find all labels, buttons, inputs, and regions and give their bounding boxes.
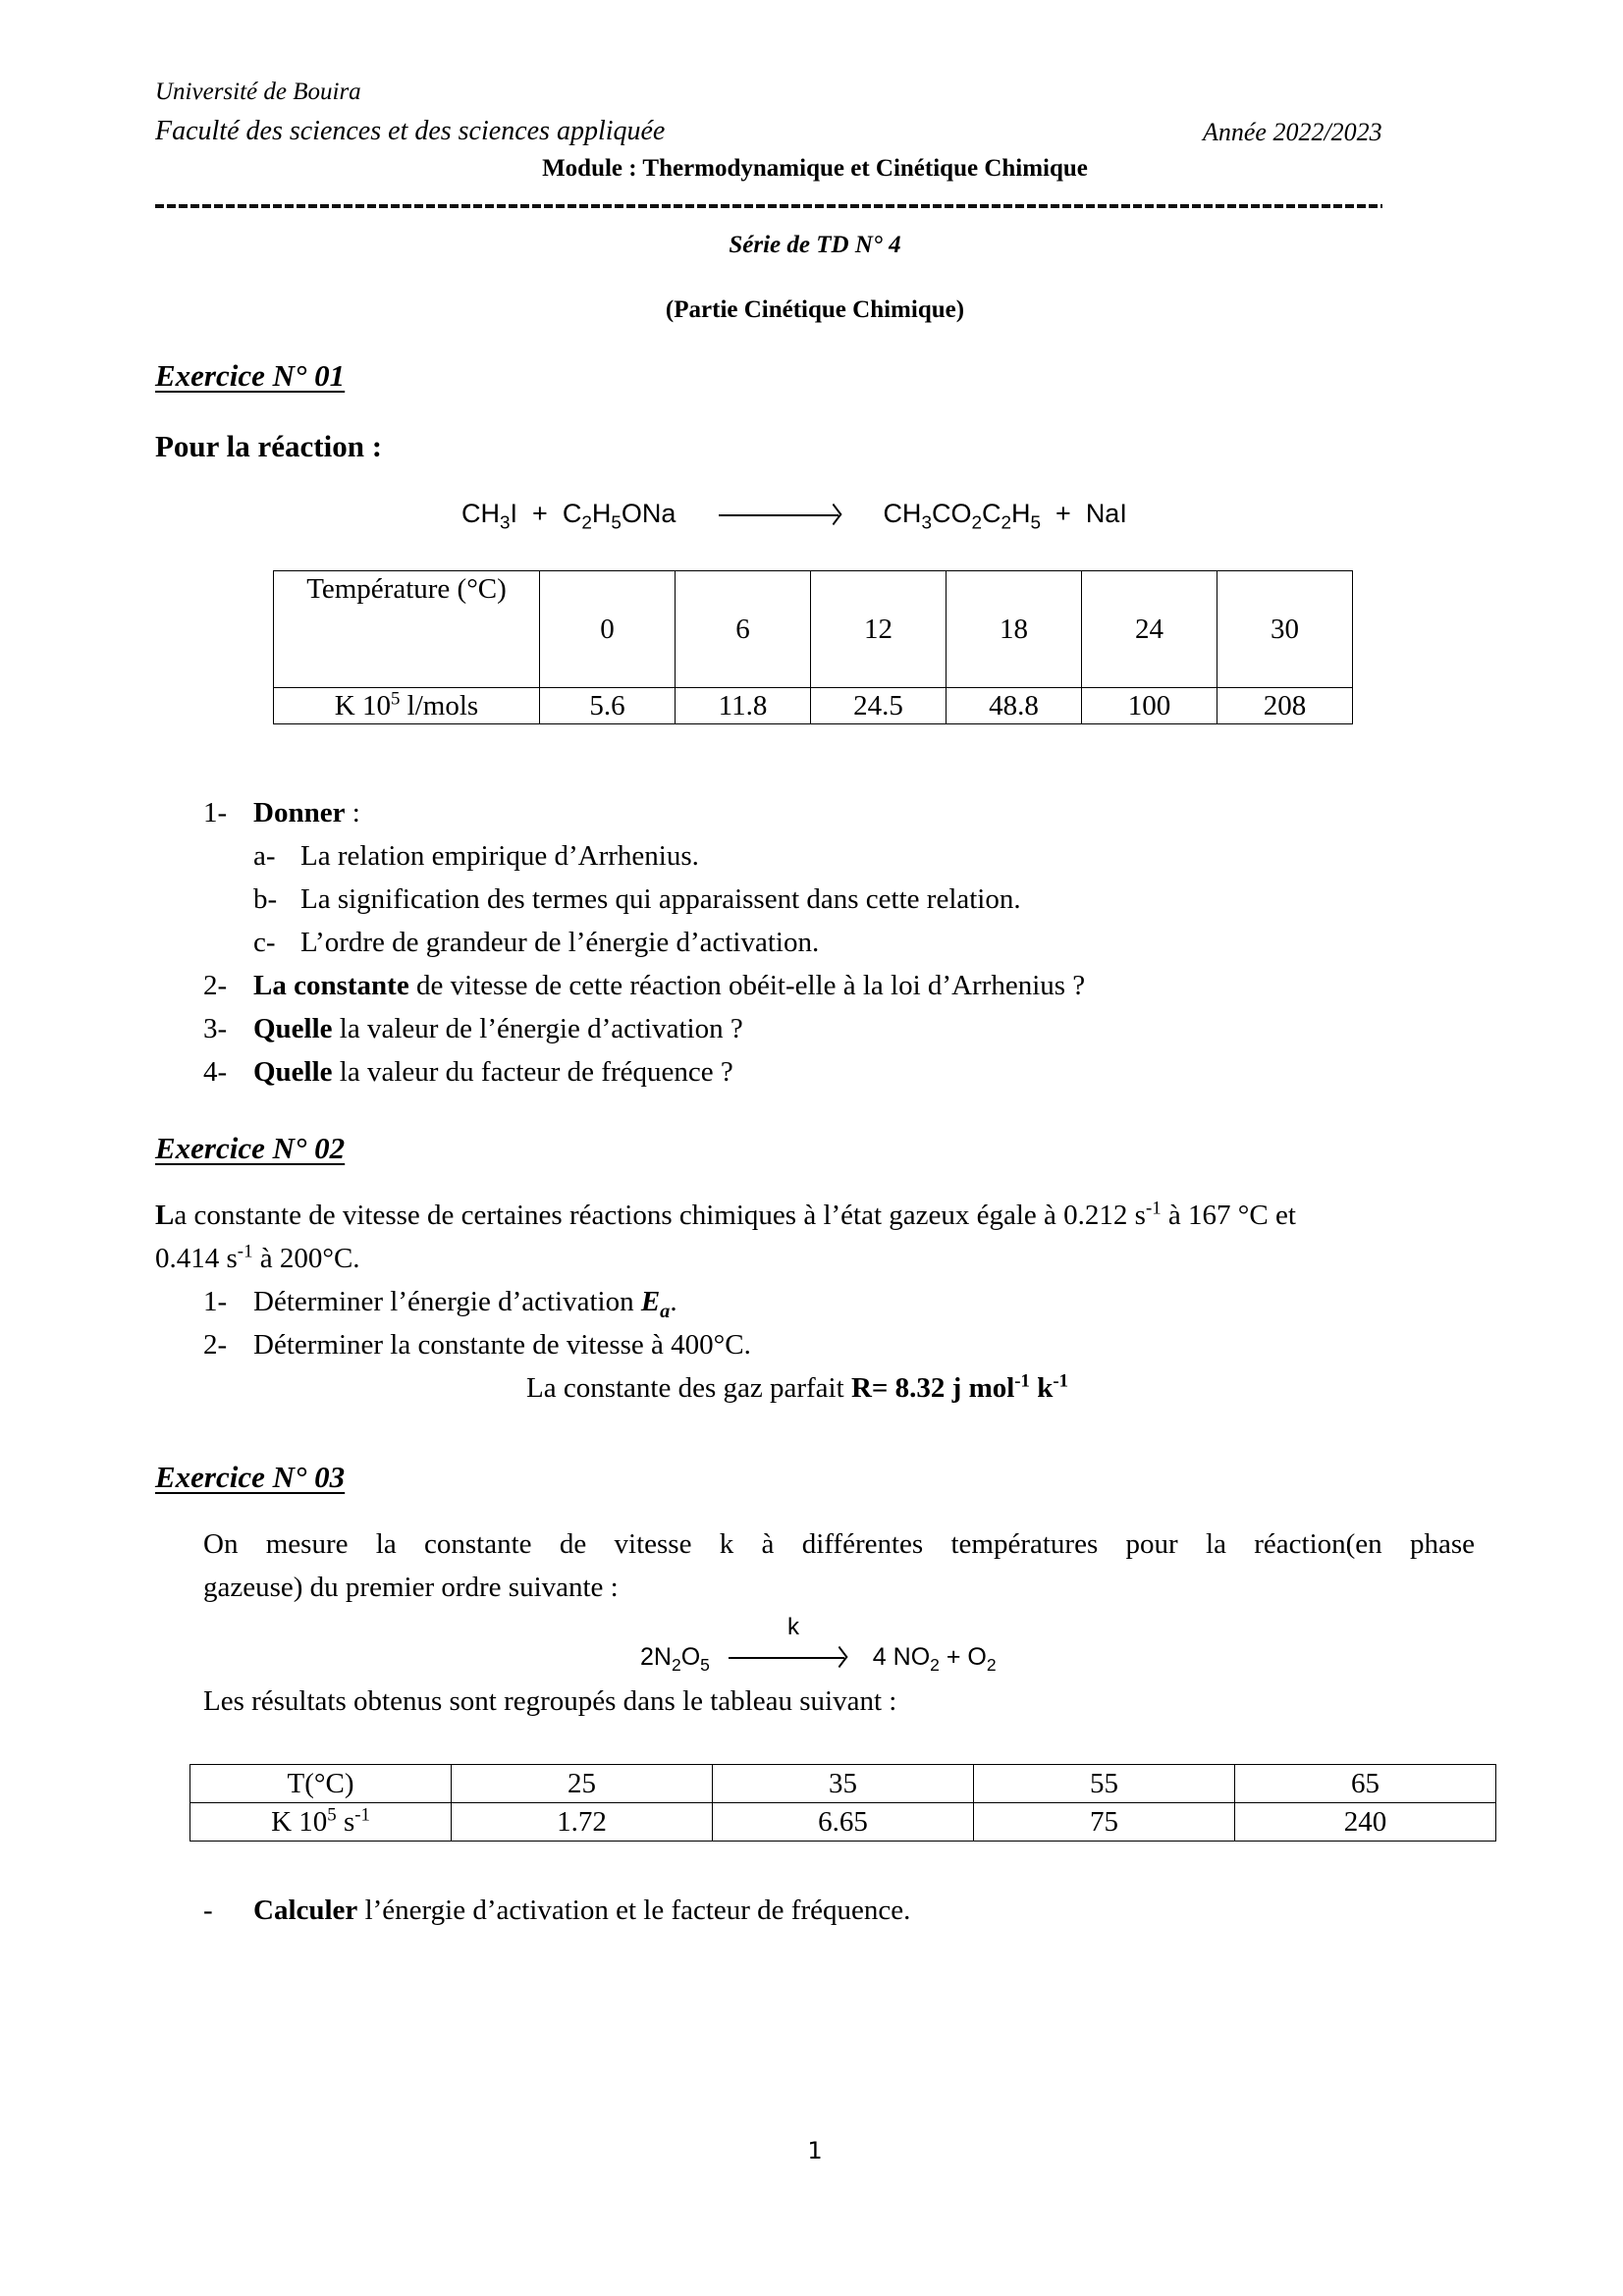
table-cell: 65 [1235,1765,1496,1803]
task-text: l’énergie d’activation et le facteur de fréquence. [357,1895,911,1926]
question-text: : [345,797,360,828]
ex1-question-1c [253,927,819,959]
exercise-3-data-table [189,1764,1496,1842]
reaction-rate-constant-label: k [787,1614,799,1640]
table-cell: 6.65 [713,1803,974,1842]
subscript: 2 [930,1655,940,1676]
superscript: -1 [354,1804,370,1826]
question-keyword: La constante [253,970,409,1001]
table-row-temperature [190,1765,1496,1803]
question-number: 1- [203,797,228,828]
table-cell: 24 [1082,571,1217,688]
table-cell: 24.5 [811,688,947,724]
ex1-question-1b [253,883,1021,916]
plus-sign: + [532,499,548,528]
table-header-k [274,688,540,724]
exercise-3-reaction [640,1643,997,1676]
ex3-statement-line-2: gazeuse) du premier ordre suivante : [203,1572,619,1603]
subscript: 5 [1030,512,1041,534]
reactant-2: ONa [621,499,676,528]
university-name: Université de Bouira [155,79,361,105]
reactant-1-end: I [510,499,518,528]
table-cell: 100 [1082,688,1217,724]
drop-letter: L [155,1200,175,1231]
exercise-2-title: Exercice N° 02 [155,1131,346,1165]
table-cell: 48.8 [947,688,1082,724]
ex2-question-1 [203,1286,677,1323]
activation-energy-symbol: E [640,1286,661,1317]
question-text: Déterminer l’énergie d’activation [253,1286,641,1317]
sub-question-letter: a- [253,840,276,872]
exercise-1-data-table [273,570,1353,724]
subscript: 2 [971,512,982,534]
superscript: -1 [237,1241,253,1262]
product: O [967,1643,987,1671]
question-text: La signification des termes qui apparaissent dans cette relation. [300,883,1021,915]
product-1: CO [931,499,972,528]
ex1-question-3 [203,1013,743,1045]
subscript: 3 [921,512,932,534]
question-keyword: Quelle [253,1056,333,1088]
gas-constant-unit: k [1029,1372,1054,1404]
table-cell: 75 [974,1803,1235,1842]
part-title: (Partie Cinétique Chimique) [665,296,965,323]
dashed-separator [155,204,1382,208]
task-keyword: Calculer [253,1895,358,1926]
ex2-statement-line-2 [155,1243,360,1275]
ex3-statement-line-1: On mesure la constante de vitesse k à différentes températures pour la réaction(en phase [203,1528,1475,1560]
superscript: -1 [1145,1198,1162,1219]
subscript: 2 [671,1655,681,1676]
series-title: Série de TD N° 4 [729,232,901,258]
table-cell: 5.6 [540,688,676,724]
module-title: Module : Thermodynamique et Cinétique Chimique [542,155,1088,182]
page-number: 1 [807,2137,823,2164]
table-cell: 0 [540,571,676,688]
question-number: 2- [203,1329,228,1361]
statement-text: à 167 °C et [1161,1200,1296,1231]
reactant-2: H [591,499,612,528]
question-text: L’ordre de grandeur de l’énergie d’activation. [300,927,820,958]
plus-sign: + [1055,499,1071,528]
sub-question-letter: c- [253,927,276,958]
label-text: s [336,1806,355,1838]
ex3-table-intro: Les résultats obtenus sont regroupés dans le tableau suivant : [203,1685,897,1717]
ex3-task [203,1895,910,1927]
product-1: C [981,499,1001,528]
table-cell: 240 [1235,1803,1496,1842]
faculty-name: Faculté des sciences et des sciences appliquée [155,116,666,146]
product: 4 NO [872,1643,931,1671]
table-cell: 18 [947,571,1082,688]
superscript: 5 [391,688,401,710]
table-row-k [274,688,1353,724]
academic-year: Année 2022/2023 [1203,118,1382,146]
label-text: l/mols [400,689,479,721]
question-keyword: Quelle [253,1013,333,1044]
plus-sign: + [939,1643,968,1671]
table-header-k [190,1803,452,1842]
label-text: K 10 [271,1806,328,1838]
product-1: H [1010,499,1031,528]
table-header-temperature: T(°C) [190,1765,452,1803]
statement-text: à 200°C. [252,1243,360,1274]
statement-text: 0.414 s [155,1243,238,1274]
table-cell: 208 [1217,688,1353,724]
table-row-temperature [274,571,1353,688]
reactant-2: C [562,499,582,528]
subscript: 2 [986,1655,997,1676]
question-text: la valeur du facteur de fréquence ? [332,1056,733,1088]
subscript: 2 [581,512,592,534]
table-cell: 6 [676,571,811,688]
question-text: . [670,1286,677,1317]
ex1-question-2 [203,970,1085,1002]
reaction-arrow-icon [729,1657,844,1659]
table-row-k [190,1803,1496,1842]
question-number: 2- [203,970,228,1001]
product-1: CH [883,499,922,528]
ex2-question-2 [203,1329,751,1362]
table-cell: 35 [713,1765,974,1803]
subscript: 3 [500,512,511,534]
ex1-question-1a [253,840,699,873]
superscript: 5 [327,1804,337,1826]
question-text: de vitesse de cette réaction obéit-elle à la loi d’Arrhenius ? [408,970,1086,1001]
table-cell: 25 [452,1765,713,1803]
subscript: 2 [1001,512,1011,534]
gas-constant-value: R= 8.32 j mol [850,1372,1015,1404]
sub-question-letter: b- [253,883,278,915]
ex1-question-4 [203,1056,733,1089]
table-cell: 55 [974,1765,1235,1803]
exercise-1-intro: Pour la réaction : [155,429,383,463]
statement-text: a constante de vitesse de certaines réactions chimiques à l’état gazeux égale à 0.212 s [174,1200,1146,1231]
subscript: 5 [700,1655,710,1676]
table-header-temperature: Température (°C) [274,571,540,688]
reactant-1: CH [461,499,500,528]
question-number: 1- [203,1286,228,1317]
note-text: La constante des gaz parfait [526,1372,851,1404]
superscript: -1 [1053,1370,1069,1392]
question-text: Déterminer la constante de vitesse à 400°C. [253,1329,751,1361]
table-cell: 30 [1217,571,1353,688]
reactant: O [680,1643,701,1671]
table-cell: 1.72 [452,1803,713,1842]
question-keyword: Donner [253,797,346,828]
question-text: La relation empirique d’Arrhenius. [300,840,699,872]
question-number: 4- [203,1056,228,1088]
exercise-1-reaction [461,499,1127,534]
ex1-question-1 [203,797,360,829]
ex2-statement-line-1 [155,1200,1296,1232]
exercise-3-title: Exercice N° 03 [155,1460,346,1494]
table-cell: 12 [811,571,947,688]
reaction-arrow-icon [719,514,839,516]
subscript: 5 [611,512,622,534]
label-text: K 10 [334,689,391,721]
table-cell: 11.8 [676,688,811,724]
product-2: NaI [1085,499,1127,528]
question-number: 3- [203,1013,228,1044]
subscript: a [660,1301,671,1323]
reactant: 2N [640,1643,672,1671]
gas-constant-note [526,1372,1068,1405]
bullet: - [203,1895,213,1926]
question-text: la valeur de l’énergie d’activation ? [332,1013,743,1044]
superscript: -1 [1014,1370,1030,1392]
exercise-1-title: Exercice N° 01 [155,358,346,393]
